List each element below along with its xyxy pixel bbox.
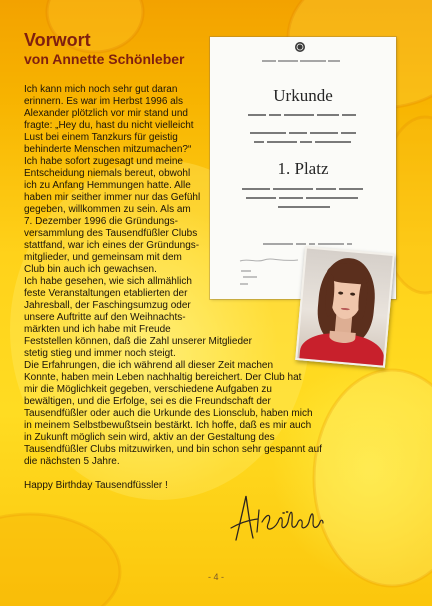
body-line: in meinem Selbstbewußtsein bestärkt. Ich hoffe, daß es mir auch: [24, 420, 312, 431]
closing-greeting: Happy Birthday Tausendfüssler !: [24, 480, 168, 491]
page-number: - 4 -: [207, 572, 224, 582]
page-title: Vorwort: [24, 30, 91, 50]
body-line: Konnte, haben mein Leben nachhaltig bereichert. Der Club hat: [24, 372, 302, 383]
signature-stroke-name: [262, 512, 323, 529]
body-line: Ich kann mich noch sehr gut daran: [24, 84, 178, 95]
portrait-photo: [295, 246, 395, 367]
body-line: behinderte Menschen mitzumachen?“: [24, 144, 192, 155]
signature-umlaut: [283, 512, 288, 513]
body-line: Ich habe sofort zugesagt und meine: [24, 156, 183, 167]
lions-logo-icon: [295, 42, 305, 52]
certificate-small-marks: [240, 271, 257, 284]
body-line: Alexander plötzlich vor mir stand und: [24, 108, 188, 119]
body-line: die nächsten 5 Jahre.: [24, 456, 120, 467]
body-line: Entscheidung niemals bereut, obwohl: [24, 168, 191, 179]
photo-content: [297, 248, 392, 365]
body-line: bewältigen, und die Erfolge, sei es die Freundschaft der: [24, 396, 271, 407]
body-line: stetig stieg und immer noch steigt.: [24, 348, 176, 359]
body-line: 7. Dezember 1996 die Gründungs-: [24, 216, 178, 227]
photo-eye: [338, 291, 343, 294]
body-line: Tausendfüßler oder auch die Urkunde des Lionsclub, haben mich: [24, 408, 313, 419]
body-line: märkten und ich habe mit Freude: [24, 324, 171, 335]
body-line: ich zu Anfang Hemmungen hatte. Alle: [24, 180, 191, 191]
body-line: Ich habe gesehen, wie sich allmählich: [24, 276, 192, 287]
body-line: feste Veranstaltungen etablierten der: [24, 288, 188, 299]
body-line: unsere Auftritte auf den Weihnachts-: [24, 312, 186, 323]
background-shape: [0, 514, 120, 606]
body-line: Tausendfüßler Clubs mitzuwirken, und bin schon sehr gespannt auf: [24, 444, 322, 455]
signature-stroke-bar: [231, 519, 258, 528]
body-line: mitglieder, und gemeinsam mit dem: [24, 252, 182, 263]
background-shape: [314, 370, 432, 586]
body-line: versammlung des Tausendfüßler Clubs: [24, 228, 198, 239]
signature-stroke-a: [236, 496, 253, 540]
body-line: fragte: „Hey du, hast du nicht vielleicht: [24, 120, 194, 131]
body-line: erinnern. Es war im Herbst 1996 als: [24, 96, 183, 107]
body-line: in Zukunft möglich sein wird, aktiv an der Gestaltung des: [24, 432, 275, 443]
body-line: Lust bei einem Tanzkurs für geistig: [24, 132, 178, 143]
body-line: Die Erfahrungen, die ich während all dieser Zeit machen: [24, 360, 274, 371]
signature: [228, 490, 324, 544]
body-line: gegeben, willkommen zu sein. Als am: [24, 204, 191, 215]
certificate-signature-mark: [240, 259, 298, 261]
body-line: stattfand, war ich eines der Gründungs-: [24, 240, 200, 251]
certificate-award: 1. Platz: [277, 159, 329, 178]
signature-stroke-tick: [257, 510, 259, 532]
page-subtitle: von Annette Schönleber: [24, 51, 185, 67]
body-line: Club bin auch ich gewachsen.: [24, 264, 157, 275]
body-line: mir die Möglichkeit gegeben, verschiedene Aufgaben zu: [24, 384, 272, 395]
body-line: haben mir seither immer nur das Gefühl: [24, 192, 201, 203]
photo-eye: [350, 292, 355, 295]
body-line: Feststellen können, daß die Zahl unserer Mitglieder: [24, 336, 252, 347]
body-line: Jahresball, der Faschingsumzug oder: [24, 300, 191, 311]
certificate-heading: Urkunde: [273, 86, 333, 105]
